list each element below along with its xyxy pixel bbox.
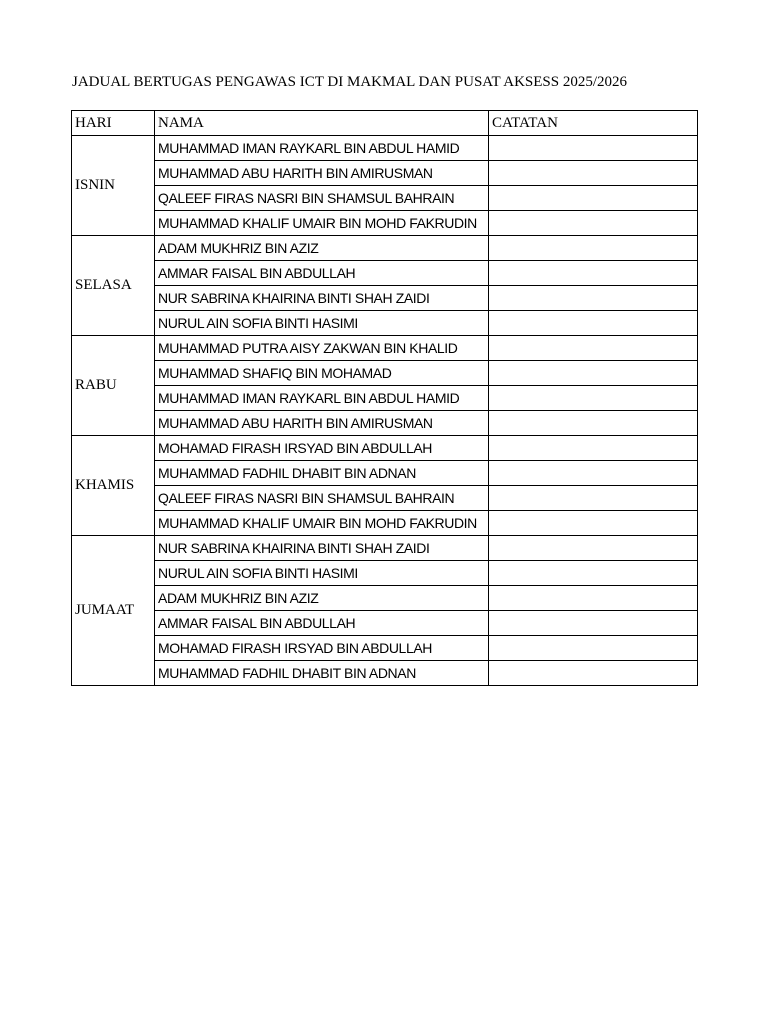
notes-cell bbox=[489, 386, 698, 411]
notes-cell bbox=[489, 461, 698, 486]
day-cell: KHAMIS bbox=[72, 436, 155, 536]
name-cell: ADAM MUKHRIZ BIN AZIZ bbox=[155, 586, 489, 611]
name-cell: AMMAR FAISAL BIN ABDULLAH bbox=[155, 261, 489, 286]
table-row bbox=[72, 411, 698, 436]
table-row bbox=[72, 611, 698, 636]
duty-roster-table bbox=[71, 110, 698, 686]
notes-cell bbox=[489, 136, 698, 161]
name-cell: MUHAMMAD SHAFIQ BIN MOHAMAD bbox=[155, 361, 489, 386]
day-cell: SELASA bbox=[72, 236, 155, 336]
name-cell: MUHAMMAD PUTRA AISY ZAKWAN BIN KHALID bbox=[155, 336, 489, 361]
name-cell: NUR SABRINA KHAIRINA BINTI SHAH ZAIDI bbox=[155, 536, 489, 561]
table-row bbox=[72, 186, 698, 211]
name-cell: MUHAMMAD KHALIF UMAIR BIN MOHD FAKRUDIN bbox=[155, 211, 489, 236]
table-row bbox=[72, 361, 698, 386]
table-header-row bbox=[72, 111, 698, 136]
table-row bbox=[72, 586, 698, 611]
notes-cell bbox=[489, 411, 698, 436]
day-cell: ISNIN bbox=[72, 136, 155, 236]
name-cell: MUHAMMAD FADHIL DHABIT BIN ADNAN bbox=[155, 661, 489, 686]
name-cell: NURUL AIN SOFIA BINTI HASIMI bbox=[155, 561, 489, 586]
table-row bbox=[72, 511, 698, 536]
name-cell: MUHAMMAD KHALIF UMAIR BIN MOHD FAKRUDIN bbox=[155, 511, 489, 536]
table-row bbox=[72, 161, 698, 186]
name-cell: MUHAMMAD IMAN RAYKARL BIN ABDUL HAMID bbox=[155, 386, 489, 411]
table-row bbox=[72, 461, 698, 486]
notes-cell bbox=[489, 211, 698, 236]
name-cell: QALEEF FIRAS NASRI BIN SHAMSUL BAHRAIN bbox=[155, 186, 489, 211]
notes-cell bbox=[489, 286, 698, 311]
table-row bbox=[72, 561, 698, 586]
table-row bbox=[72, 386, 698, 411]
day-cell: JUMAAT bbox=[72, 536, 155, 686]
name-cell: MUHAMMAD ABU HARITH BIN AMIRUSMAN bbox=[155, 161, 489, 186]
table-row bbox=[72, 486, 698, 511]
header-notes: CATATAN bbox=[489, 111, 698, 136]
name-cell: AMMAR FAISAL BIN ABDULLAH bbox=[155, 611, 489, 636]
table-row bbox=[72, 211, 698, 236]
notes-cell bbox=[489, 236, 698, 261]
table-row bbox=[72, 236, 698, 261]
table-row bbox=[72, 311, 698, 336]
table-body bbox=[72, 136, 698, 686]
notes-cell bbox=[489, 261, 698, 286]
table-row bbox=[72, 261, 698, 286]
table-row bbox=[72, 336, 698, 361]
name-cell: MOHAMAD FIRASH IRSYAD BIN ABDULLAH bbox=[155, 436, 489, 461]
name-cell: NURUL AIN SOFIA BINTI HASIMI bbox=[155, 311, 489, 336]
table-row bbox=[72, 636, 698, 661]
header-name: NAMA bbox=[155, 111, 489, 136]
notes-cell bbox=[489, 336, 698, 361]
name-cell: MUHAMMAD ABU HARITH BIN AMIRUSMAN bbox=[155, 411, 489, 436]
notes-cell bbox=[489, 311, 698, 336]
notes-cell bbox=[489, 486, 698, 511]
notes-cell bbox=[489, 186, 698, 211]
table-row bbox=[72, 136, 698, 161]
name-cell: NUR SABRINA KHAIRINA BINTI SHAH ZAIDI bbox=[155, 286, 489, 311]
notes-cell bbox=[489, 361, 698, 386]
notes-cell bbox=[489, 611, 698, 636]
header-day: HARI bbox=[72, 111, 155, 136]
name-cell: ADAM MUKHRIZ BIN AZIZ bbox=[155, 236, 489, 261]
notes-cell bbox=[489, 636, 698, 661]
name-cell: MOHAMAD FIRASH IRSYAD BIN ABDULLAH bbox=[155, 636, 489, 661]
table-row bbox=[72, 536, 698, 561]
table-row bbox=[72, 286, 698, 311]
page-title: JADUAL BERTUGAS PENGAWAS ICT DI MAKMAL DAN PUSAT AKSESS 2025/2026 bbox=[72, 74, 628, 90]
notes-cell bbox=[489, 661, 698, 686]
notes-cell bbox=[489, 561, 698, 586]
notes-cell bbox=[489, 536, 698, 561]
name-cell: MUHAMMAD IMAN RAYKARL BIN ABDUL HAMID bbox=[155, 136, 489, 161]
notes-cell bbox=[489, 436, 698, 461]
notes-cell bbox=[489, 511, 698, 536]
notes-cell bbox=[489, 586, 698, 611]
day-cell: RABU bbox=[72, 336, 155, 436]
notes-cell bbox=[489, 161, 698, 186]
table-row bbox=[72, 436, 698, 461]
table-row bbox=[72, 661, 698, 686]
name-cell: MUHAMMAD FADHIL DHABIT BIN ADNAN bbox=[155, 461, 489, 486]
name-cell: QALEEF FIRAS NASRI BIN SHAMSUL BAHRAIN bbox=[155, 486, 489, 511]
